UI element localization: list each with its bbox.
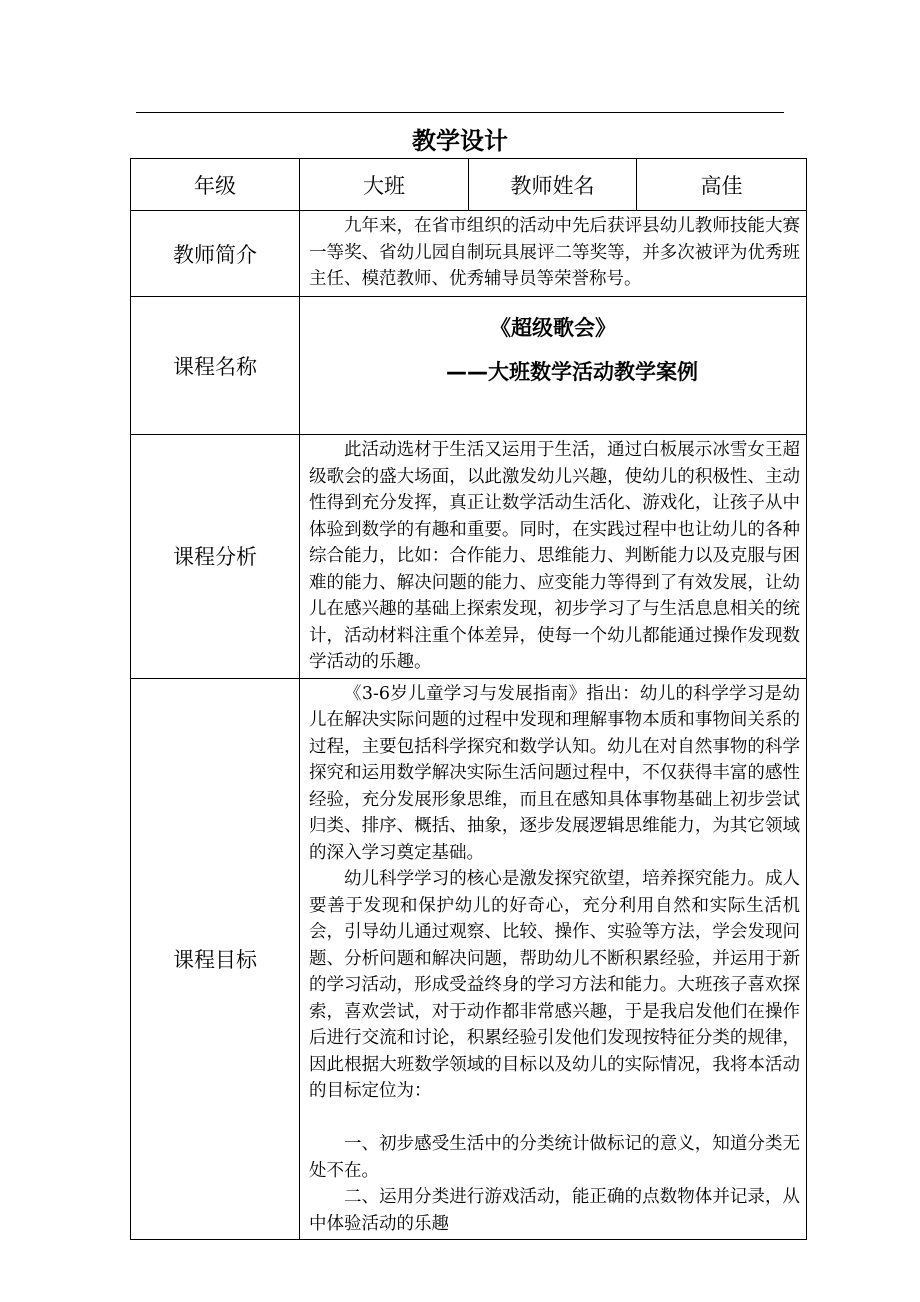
goals-cell bbox=[300, 678, 807, 1240]
intro-text: 九年来，在省市组织的活动中先后获评县幼儿教师技能大赛一等奖、省幼儿园自制玩具展评二等奖等，并多次被评为优秀班主任、模范教师、优秀辅导员等荣誉称号。 bbox=[309, 216, 800, 289]
goals-row bbox=[131, 678, 807, 1240]
goals-paragraph-1: 《3-6岁儿童学习与发展指南》指出：幼儿的科学学习是幼儿在解决实际问题的过程中发现和理解事物本质和事物间关系的过程，主要包括科学探究和数学认知。幼儿在对自然事物的科学探究和运用数学解决实际生活问题过程中，不仅获得丰富的感性经验，充分发展形象思维，而且在感知具体事物基础上初步尝试归类、排序、概括、抽象，逐步发展逻辑思维能力，为其它领域的深入学习奠定基础。 bbox=[309, 683, 800, 863]
analysis-cell bbox=[300, 435, 807, 679]
course-title: 《超级歌会》 bbox=[490, 316, 616, 340]
grade-label: 年级 bbox=[131, 159, 300, 211]
intro-row bbox=[131, 211, 807, 297]
analysis-row bbox=[131, 435, 807, 679]
goals-paragraph-2: 幼儿科学学习的核心是激发探究欲望，培养探究能力。成人要善于发现和保护幼儿的好奇心，充分利用自然和实际生活机会，引导幼儿通过观察、比较、操作、实验等方法，学会发现问题、分析问题和解决问题，帮助幼儿不断积累经验，并运用于新的学习活动，形成受益终身的学习方法和能力。大班孩子喜欢探索，喜欢尝试，对于动作都非常感兴趣，于是我启发他们在操作后进行交流和讨论，积累经验引发他们发现按特征分类的规律，因此根据大班数学领域的目标以及幼儿的实际情况，我将本活动的目标定位为： bbox=[309, 869, 800, 1101]
teacher-name-value: 高佳 bbox=[637, 159, 807, 211]
analysis-label: 课程分析 bbox=[131, 435, 300, 679]
grade-value: 大班 bbox=[300, 159, 469, 211]
header-row bbox=[131, 159, 807, 211]
intro-cell bbox=[300, 211, 807, 297]
page-title: 教学设计 bbox=[412, 127, 508, 155]
intro-label: 教师简介 bbox=[131, 211, 300, 297]
course-subtitle: ——大班数学活动教学案例 bbox=[446, 360, 698, 384]
teacher-name-label: 教师姓名 bbox=[469, 159, 637, 211]
lesson-plan-table bbox=[130, 158, 807, 1240]
course-cell bbox=[300, 297, 807, 435]
goals-label: 课程目标 bbox=[131, 678, 300, 1240]
goals-item-1: 一、初步感受生活中的分类统计做标记的意义，知道分类无处不在。 bbox=[309, 1134, 800, 1181]
analysis-text: 此活动选材于生活又运用于生活，通过白板展示冰雪女王超级歌会的盛大场面，以此激发幼儿兴趣，使幼儿的积极性、主动性得到充分发挥，真正让数学活动生活化、游戏化，让孩子从中体验到数学的有趣和重要。同时，在实践过程中也让幼儿的各种综合能力，比如：合作能力、思维能力、判断能力以及克服与困难的能力、解决问题的能力、应变能力等得到了有效发展，让幼儿在感兴趣的基础上探索发现，初步学习了与生活息息相关的统计，活动材料注重个体差异，使每一个幼儿都能通过操作发现数学活动的乐趣。 bbox=[309, 440, 800, 672]
goals-item-2: 二、运用分类进行游戏活动，能正确的点数物体并记录，从中体验活动的乐趣 bbox=[309, 1187, 800, 1234]
course-label: 课程名称 bbox=[131, 297, 300, 435]
course-row bbox=[131, 297, 807, 435]
header-rule bbox=[136, 112, 784, 113]
